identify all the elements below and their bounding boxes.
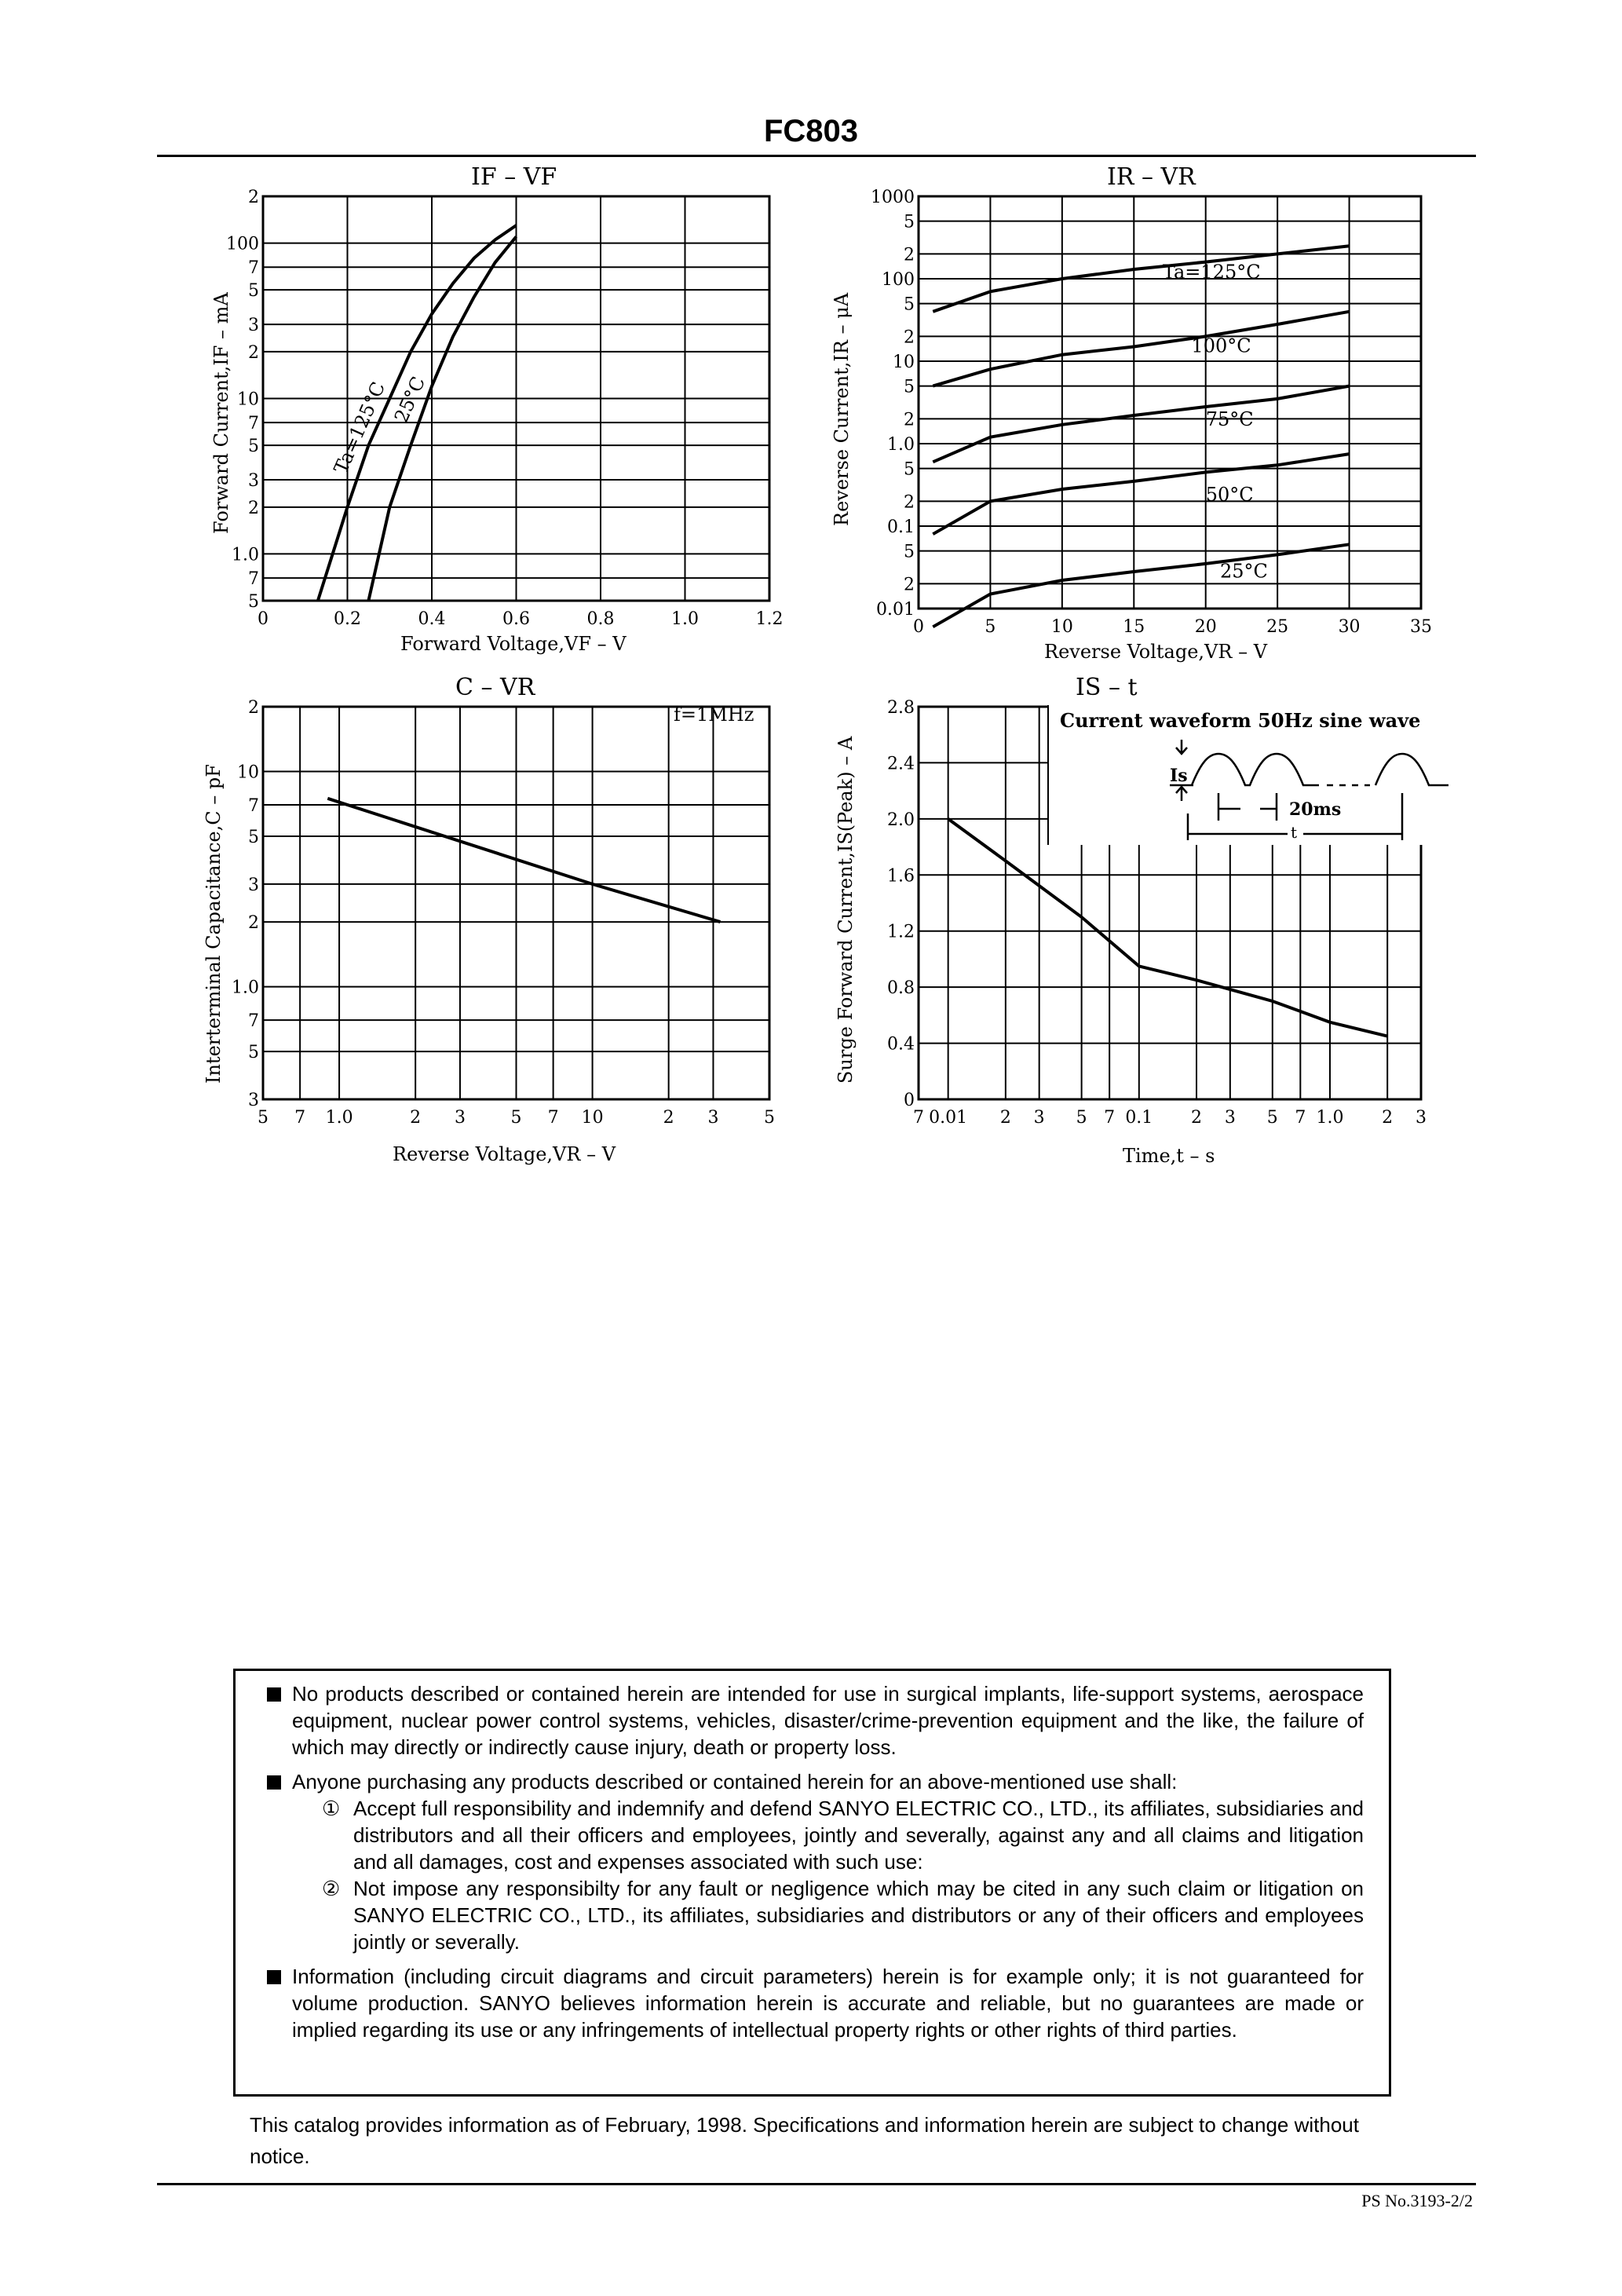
ir-vr-ylabel: Reverse Current,IR – μA [831, 292, 853, 526]
is-t-y-tick-label: 2.8 [887, 698, 915, 718]
if-vf-series-label-125: Ta=125°C [329, 378, 390, 477]
ir-vr-x-tick-label: 20 [1194, 617, 1217, 637]
if-vf-grid [263, 196, 769, 601]
if-vf-x-tick-label: 0.2 [334, 609, 361, 629]
if-vf-y-tick-label: 5 [248, 592, 259, 612]
if-vf-series-line-1 [368, 236, 516, 601]
ir-vr-x-tick-label: 10 [1050, 617, 1073, 637]
ir-vr-series-label: 25°C [1220, 560, 1268, 583]
c-vr-x-tick-label: 1.0 [325, 1108, 353, 1128]
notice-item-3: Information (including circuit diagrams and circuit parameters) herein is for example only; it is not guaranteed for volume production. SANYO believes information herein is accurate and reliable, but no guarantees are made or implied regarding its use or any infringements of intellectual property rights or other rights of third parties. [267, 1963, 1364, 2043]
c-vr-series-line-0 [327, 799, 720, 922]
c-vr-x-tick-label: 10 [581, 1108, 604, 1128]
ir-vr-y-tick-label: 5 [904, 459, 915, 480]
page-title: FC803 [763, 114, 859, 148]
bullet-square-icon [267, 1970, 281, 1984]
ir-vr-series-line-2 [933, 386, 1349, 462]
if-vf-x-tick-label: 1.2 [755, 609, 784, 629]
footer-rule [157, 2183, 1476, 2185]
is-t-y-tick-label: 2.0 [887, 810, 915, 830]
ir-vr-series-label: 50°C [1205, 484, 1254, 506]
is-t-y-tick-label: 1.6 [887, 866, 915, 887]
is-t-y-tick-label: 0.8 [887, 978, 915, 999]
catalog-note: This catalog provides information as of February, 1998. Specifications and information herein are subject to change without notice. [250, 2113, 1359, 2168]
is-t-xlabel: Time,t – s [1123, 1145, 1215, 1167]
c-vr-y-tick-label: 7 [248, 1011, 259, 1032]
is-t-x-tick-label: 7 [1295, 1108, 1306, 1128]
bullet-square-icon [267, 1687, 281, 1702]
is-t-x-tick-label: 3 [1033, 1108, 1045, 1128]
waveform-t-label: t [1291, 823, 1298, 842]
if-vf-y-tick-label: 100 [226, 234, 259, 254]
if-vf-y-tick-label: 3 [248, 470, 259, 491]
notice-item-1: No products described or contained herein are intended for use in surgical implants, life-support systems, aerospace equipment, nuclear power control systems, vehicles, disaster/crime-prevention equipment and the like, the failure of which may directly or indirectly cause injury, death or property loss. [267, 1680, 1364, 1760]
is-t-x-tick-label: 2 [999, 1108, 1011, 1128]
page-id: PS No.3193-2/2 [1361, 2191, 1473, 2210]
is-t-y-tick-label: 0.4 [887, 1034, 915, 1055]
c-vr-y-tick-label: 5 [248, 1043, 259, 1063]
if-vf-x-tick-label: 0.4 [418, 609, 446, 629]
if-vf-series-label-25: 25°C [389, 373, 430, 426]
if-vf-x-tick-label: 1.0 [671, 609, 699, 629]
is-t-x-tick-label: 7 [913, 1108, 924, 1128]
if-vf-ylabel: Forward Current,IF – mA [210, 292, 232, 534]
is-t-series-line-0 [948, 819, 1388, 1036]
is-t-x-tick-label: 2 [1382, 1108, 1394, 1128]
is-t-ylabel: Surge Forward Current,IS(Peak) – A [835, 736, 857, 1084]
ir-vr-series-line-3 [933, 454, 1349, 534]
is-t-y-tick-label: 1.2 [887, 922, 915, 942]
is-t-annotation: Current waveform 50Hz sine wave [1060, 709, 1421, 732]
ir-vr-series-label: 75°C [1205, 408, 1254, 431]
is-t-curve [948, 819, 1388, 1036]
c-vr-chart [196, 675, 809, 1178]
ir-vr-y-tick-label: 10 [893, 353, 915, 372]
c-vr-x-tick-label: 2 [410, 1108, 422, 1128]
ir-vr-series-label: 100°C [1191, 335, 1251, 357]
waveform-period-label: 20ms [1289, 799, 1342, 820]
if-vf-y-tick-label: 5 [248, 437, 259, 457]
if-vf-y-tick-label: 7 [248, 569, 259, 590]
ir-vr-y-tick-label: 2 [904, 327, 915, 348]
ir-vr-y-tick-label: 2 [904, 575, 915, 595]
if-vf-xlabel: Forward Voltage,VF – V [400, 633, 627, 655]
c-vr-y-tick-label: 5 [248, 828, 259, 848]
ir-vr-y-tick-label: 0.01 [876, 600, 915, 620]
ir-vr-plot-frame [919, 196, 1421, 609]
if-vf-y-tick-label: 2 [248, 188, 259, 207]
is-t-x-tick-label: 0.1 [1125, 1108, 1153, 1128]
c-vr-x-tick-label: 7 [547, 1108, 559, 1128]
if-vf-x-tick-label: 0 [258, 609, 269, 629]
ir-vr-grid [919, 196, 1421, 609]
is-t-x-tick-label: 7 [1104, 1108, 1116, 1128]
is-t-x-tick-label: 5 [1266, 1108, 1278, 1128]
ir-vr-series-label: Ta=125°C [1162, 261, 1261, 283]
ir-vr-title: IR – VR [1107, 165, 1196, 191]
c-vr-y-tick-label: 1.0 [232, 978, 259, 998]
c-vr-x-tick-label: 3 [454, 1108, 466, 1128]
c-vr-y-tick-label: 3 [248, 875, 259, 895]
bullet-square-icon [267, 1775, 281, 1790]
c-vr-x-tick-label: 5 [510, 1108, 522, 1128]
ir-vr-y-tick-label: 5 [904, 212, 915, 232]
c-vr-y-tick-label: 3 [248, 1091, 259, 1110]
if-vf-y-tick-label: 2 [248, 342, 259, 363]
if-vf-x-tick-label: 0.8 [586, 609, 615, 629]
is-t-y-tick-label: 2.4 [887, 754, 915, 774]
ir-vr-x-tick-label: 15 [1123, 617, 1145, 637]
is-t-x-tick-label: 0.01 [929, 1108, 968, 1128]
ir-vr-y-tick-label: 100 [882, 270, 915, 290]
ir-vr-series-line-4 [933, 544, 1349, 627]
ir-vr-x-tick-label: 0 [913, 617, 924, 637]
notice-item-2: Anyone purchasing any products described or contained herein for an above-mentioned use shall: [267, 1768, 1364, 1795]
c-vr-y-tick-label: 2 [248, 698, 259, 718]
c-vr-y-tick-label: 7 [248, 795, 259, 816]
is-t-x-tick-label: 3 [1416, 1108, 1427, 1128]
ir-vr-y-tick-label: 2 [904, 245, 915, 265]
is-t-title: IS – t [1076, 675, 1138, 701]
ir-vr-x-tick-label: 35 [1410, 617, 1432, 637]
is-t-x-tick-label: 1.0 [1316, 1108, 1344, 1128]
is-t-x-tick-label: 5 [1076, 1108, 1087, 1128]
header-rule [157, 155, 1476, 157]
ir-vr-y-tick-label: 0.1 [887, 517, 915, 537]
ir-vr-x-tick-label: 30 [1338, 617, 1361, 637]
if-vf-y-tick-label: 3 [248, 316, 259, 336]
ir-vr-y-tick-label: 2 [904, 410, 915, 430]
waveform-is-label: Is [1170, 766, 1188, 786]
ir-vr-y-tick-label: 1.0 [887, 435, 915, 455]
if-vf-y-tick-label: 1.0 [232, 545, 259, 565]
notice-box [233, 1669, 1391, 2097]
c-vr-x-tick-label: 2 [663, 1108, 674, 1128]
c-vr-xlabel: Reverse Voltage,VR – V [393, 1143, 616, 1165]
if-vf-y-tick-label: 10 [237, 389, 259, 410]
ir-vr-y-tick-label: 5 [904, 377, 915, 397]
if-vf-x-tick-label: 0.6 [502, 609, 530, 629]
c-vr-ylabel: Interterminal Capacitance,C – pF [203, 764, 225, 1084]
c-vr-curve [327, 799, 720, 922]
if-vf-chart [196, 165, 809, 675]
ir-vr-series-line-1 [933, 312, 1349, 386]
ir-vr-xlabel: Reverse Voltage,VR – V [1044, 641, 1268, 663]
ir-vr-y-tick-label: 5 [904, 294, 915, 315]
notice-item-2-1: ① Accept full responsibility and indemnify and defend SANYO ELECTRIC CO., LTD., its affiliates, subsidiaries and distributors and all their officers and employees, jointly and severally, against any and all claims and litigation and all damages, cost and expenses associated with such use: [322, 1797, 1364, 1874]
if-vf-y-tick-label: 7 [248, 258, 259, 279]
c-vr-annotation: f=1MHz [674, 704, 754, 726]
if-vf-title: IF – VF [471, 165, 557, 191]
is-t-chart [816, 675, 1460, 1178]
ir-vr-y-tick-label: 2 [904, 492, 915, 513]
c-vr-title: C – VR [455, 675, 535, 701]
if-vf-y-tick-label: 2 [248, 498, 259, 518]
c-vr-x-tick-label: 5 [258, 1108, 269, 1128]
is-t-x-tick-label: 2 [1191, 1108, 1203, 1128]
c-vr-x-tick-label: 5 [764, 1108, 775, 1128]
c-vr-grid [263, 707, 769, 1099]
if-vf-y-tick-label: 5 [248, 281, 259, 302]
if-vf-y-tick-label: 7 [248, 414, 259, 434]
ir-vr-y-tick-label: 1000 [871, 188, 915, 207]
c-vr-x-tick-label: 7 [294, 1108, 306, 1128]
notice-item-2-2: ② Not impose any responsibilty for any fault or negligence which may be cited in any such claim or litigation on SANYO ELECTRIC CO., LTD., its affiliates, subsidiaries and distributors or any of their officers and employees jointly or severally. [322, 1877, 1364, 1954]
is-t-x-tick-label: 3 [1224, 1108, 1236, 1128]
is-t-y-tick-label: 0 [904, 1091, 915, 1110]
c-vr-y-tick-label: 2 [248, 913, 259, 934]
c-vr-x-tick-label: 3 [707, 1108, 719, 1128]
c-vr-y-tick-label: 10 [237, 762, 259, 783]
ir-vr-x-tick-label: 5 [985, 617, 996, 637]
ir-vr-y-tick-label: 5 [904, 542, 915, 562]
ir-vr-chart [816, 165, 1460, 675]
ir-vr-x-tick-label: 25 [1266, 617, 1289, 637]
